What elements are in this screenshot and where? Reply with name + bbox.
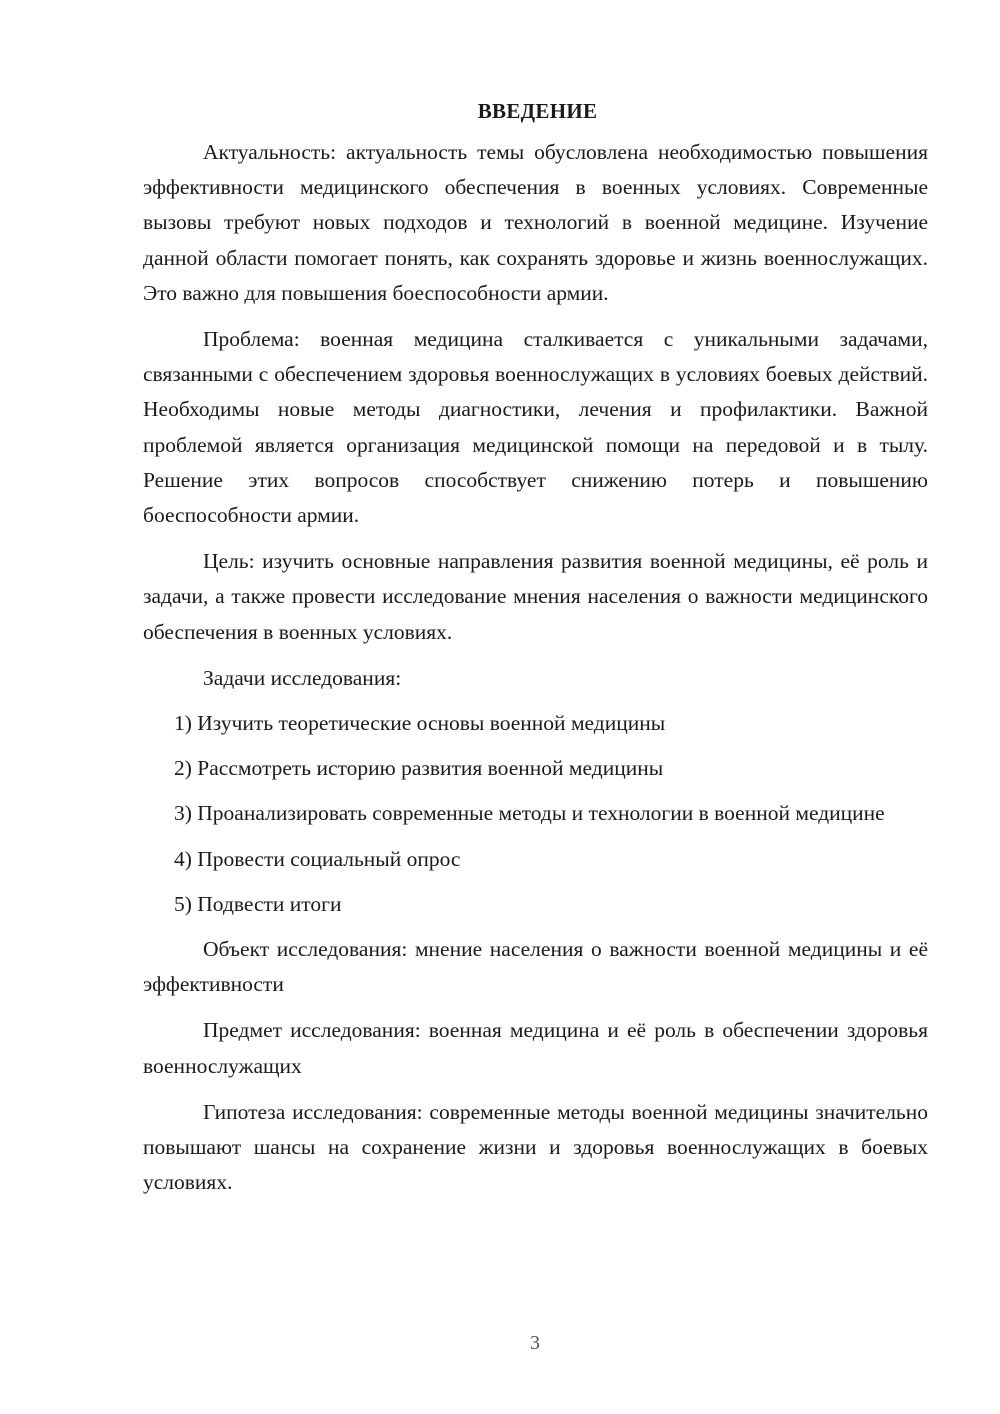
document-body (143, 94, 928, 1200)
page-title: ВВЕДЕНИЕ (477, 99, 598, 123)
tasks-list (143, 706, 928, 922)
task-item: 5) Подвести итоги (174, 891, 342, 916)
paragraph-goal: Цель: изучить основные направления развития военной медицины, её роль и задачи, а также провести исследование мнения населения о важности медицинского обеспечения в военных условиях. (143, 549, 928, 644)
task-item: 2) Рассмотреть историю развития военной медицины (174, 756, 664, 781)
paragraph-hypothesis: Гипотеза исследования: современные методы военной медицины значительно повышают шансы на сохранение жизни и здоровья военнослужащих в боевых условиях. (143, 1099, 928, 1195)
task-item: 3) Проанализировать современные методы и технологии в военной медицине (174, 801, 885, 826)
paragraph-object: Объект исследования: мнение населения о важности военной медицины и её эффективности (143, 937, 928, 997)
page-number: 3 (530, 1332, 540, 1354)
task-item: 1) Изучить теоретические основы военной медицины (174, 711, 666, 736)
tasks-heading: Задачи исследования: (203, 665, 402, 690)
paragraph-problem: Проблема: военная медицина сталкивается с уникальными задачами, связанными с обеспечением здоровья военнослужащих в условиях боевых действий. Необходимы новые методы диагностики, лечения и профилактики. Важной проблемой является организация медицинской помощи на передовой и в тылу. Решение этих вопросов способствует снижению потерь и повышению боеспособности армии. (143, 327, 928, 528)
paragraph-relevance: Актуальность: актуальность темы обусловлена необходимостью повышения эффективности медицинского обеспечения в военных условиях. Современные вызовы требуют новых подходов и технологий в военной медицине. Изучение данной области помогает понять, как сохранять здоровье и жизнь военнослужащих. Это важно для повышения боеспособности армии. (143, 140, 928, 305)
task-item: 4) Провести социальный опрос (174, 846, 461, 871)
paragraph-subject: Предмет исследования: военная медицина и её роль в обеспечении здоровья военнослужащих (143, 1018, 928, 1078)
